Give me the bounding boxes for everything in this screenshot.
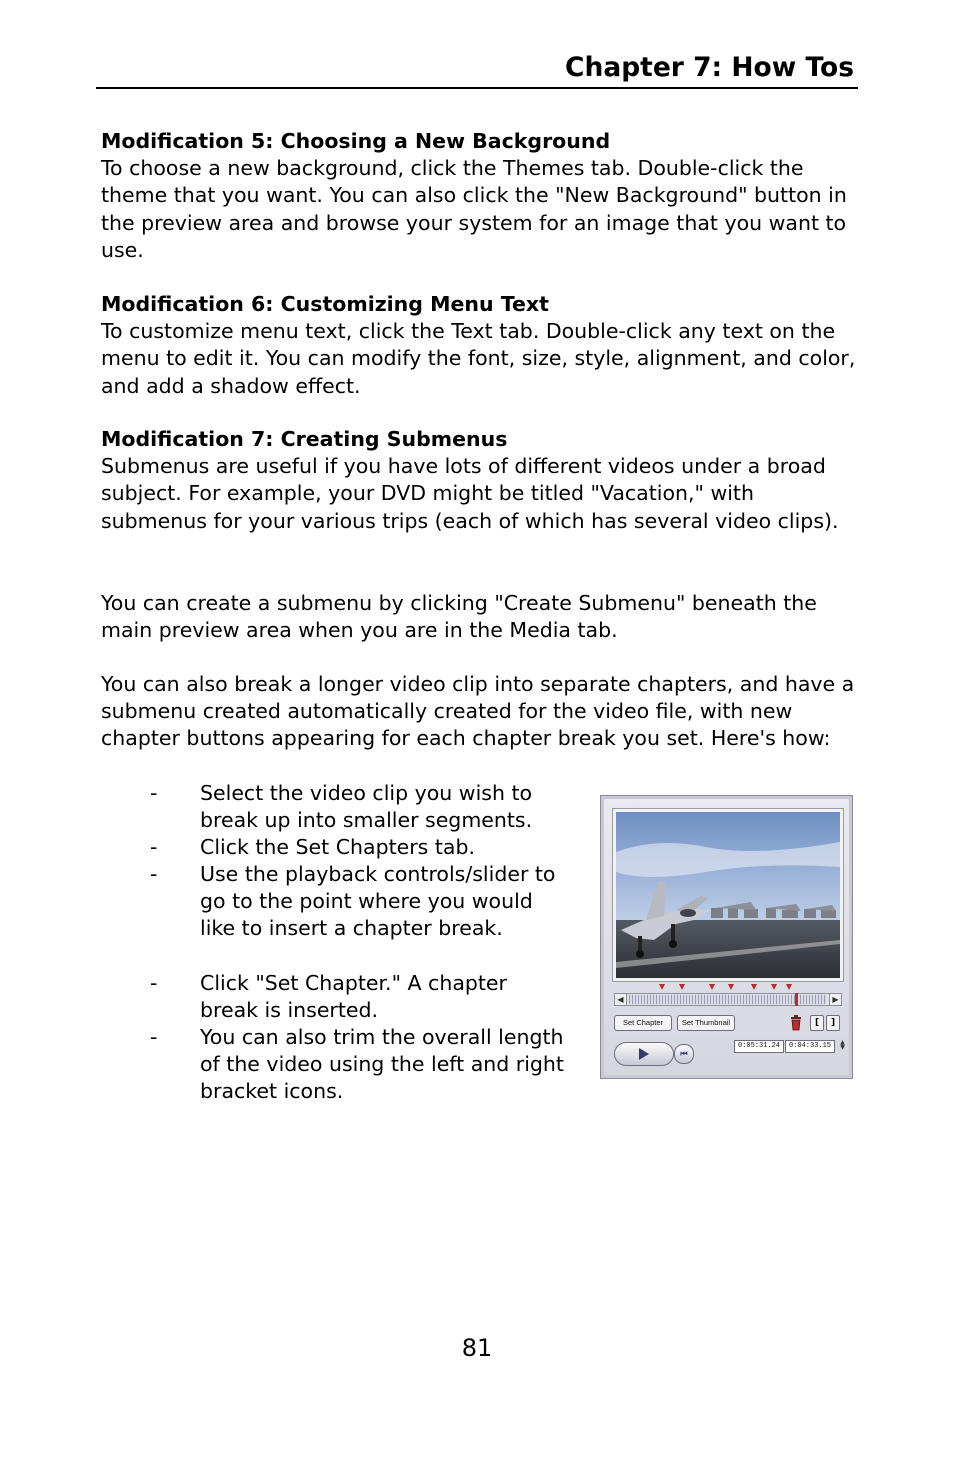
set-thumbnail-button[interactable]: Set Thumbnail bbox=[677, 1015, 735, 1031]
timeline-thumb[interactable] bbox=[795, 993, 798, 1006]
chapter-marker[interactable] bbox=[709, 984, 715, 990]
list-item-text: Select the video clip you wish to break up into smaller segments. bbox=[200, 781, 533, 833]
chapter-marker[interactable] bbox=[751, 984, 757, 990]
header-rule bbox=[96, 87, 858, 89]
list-dash: - bbox=[150, 862, 158, 886]
list-item-text: Click the Set Chapters tab. bbox=[200, 835, 475, 859]
section-body: To customize menu text, click the Text tab. Double-click any text on the menu to edit it. You can modify the font, size, style, alignment, and color, and add a shadow effect. bbox=[101, 319, 856, 398]
list-item-text: Click "Set Chapter." A chapter break is inserted. bbox=[200, 971, 507, 1023]
duration-time-readout: 0:04:33.15 bbox=[785, 1040, 835, 1053]
section-body: Submenus are useful if you have lots of different videos under a broad subject. For example, your DVD might be titled "Vacation," with submenus for your various trips (each of which has several video clips). bbox=[101, 454, 839, 533]
chapter-marker[interactable] bbox=[728, 984, 734, 990]
step-back-icon[interactable]: ⏮ bbox=[674, 1044, 694, 1064]
play-button[interactable] bbox=[614, 1042, 674, 1066]
section-modification-7 bbox=[101, 426, 861, 535]
spin-up-icon[interactable]: ▲ bbox=[840, 1039, 845, 1046]
spin-down-icon[interactable]: ▼ bbox=[840, 1044, 845, 1051]
chapter-marker[interactable] bbox=[771, 984, 777, 990]
list-item-text: Use the playback controls/slider to go to the point where you would like to insert a chapter break. bbox=[200, 862, 556, 941]
list-item-text: You can also trim the overall length of the video using the left and right bracket icons. bbox=[200, 1025, 564, 1104]
video-preview-image bbox=[616, 812, 840, 978]
paragraph-chapters: You can also break a longer video clip into separate chapters, and have a submenu created automatically created for the video file, with new chapter buttons appearing for each chapter break you set. Here's how: bbox=[101, 672, 855, 751]
trash-icon[interactable] bbox=[790, 1015, 802, 1031]
player-panel bbox=[604, 799, 849, 1075]
time-spinner[interactable] bbox=[839, 1040, 846, 1051]
left-bracket-icon[interactable]: [ bbox=[810, 1015, 824, 1031]
set-chapters-screenshot bbox=[600, 795, 853, 1079]
scroll-left-icon[interactable]: ◀ bbox=[615, 994, 627, 1005]
current-time-readout: 0:05:31.24 bbox=[734, 1040, 784, 1053]
list-dash: - bbox=[150, 781, 158, 805]
section-body: To choose a new background, click the Themes tab. Double-click the theme that you want. You can also click the "New Background" button in the preview area and browse your system for an image that you want to use. bbox=[101, 156, 847, 262]
chapter-marker[interactable] bbox=[786, 984, 792, 990]
right-bracket-icon[interactable]: ] bbox=[826, 1015, 840, 1031]
list-dash: - bbox=[150, 971, 158, 995]
section-modification-5 bbox=[101, 128, 861, 264]
paragraph-create-submenu: You can create a submenu by clicking "Create Submenu" beneath the main preview area when you are in the Media tab. bbox=[101, 591, 817, 643]
page-number: 81 bbox=[461, 1334, 493, 1362]
chapter-marker[interactable] bbox=[659, 984, 665, 990]
section-modification-6 bbox=[101, 291, 861, 400]
timeline-slider[interactable] bbox=[614, 993, 842, 1006]
section-heading: Modification 6: Customizing Menu Text bbox=[101, 292, 549, 316]
section-heading: Modification 5: Choosing a New Background bbox=[101, 129, 611, 153]
section-heading: Modification 7: Creating Submenus bbox=[101, 427, 508, 451]
chapter-marker[interactable] bbox=[679, 984, 685, 990]
chapter-title: Chapter 7: How Tos bbox=[565, 52, 854, 83]
play-icon bbox=[639, 1048, 649, 1060]
scroll-right-icon[interactable]: ▶ bbox=[829, 994, 841, 1005]
set-chapter-button[interactable]: Set Chapter bbox=[614, 1015, 672, 1031]
video-preview-frame bbox=[612, 808, 844, 982]
list-dash: - bbox=[150, 1025, 158, 1049]
list-dash: - bbox=[150, 835, 158, 859]
